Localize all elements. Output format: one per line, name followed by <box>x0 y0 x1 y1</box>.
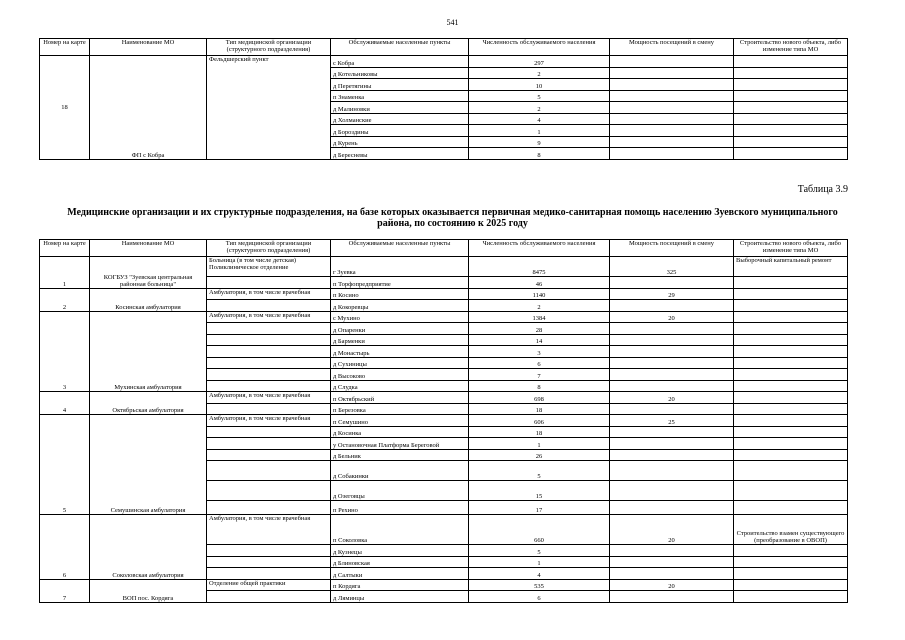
population-cell: 606 <box>469 415 610 427</box>
map-number: 1 <box>40 257 90 289</box>
settlement-cell: д Малиновки <box>331 102 469 114</box>
organization-type: Амбулатория, в том числе врачебная <box>207 515 331 545</box>
population-cell: 10 <box>469 79 610 91</box>
construction-cell <box>734 403 848 415</box>
organization-type: Амбулатория, в том числе врачебная <box>207 288 331 300</box>
construction-cell <box>734 461 848 481</box>
construction-cell <box>734 545 848 557</box>
construction-cell <box>734 323 848 335</box>
population-cell: 14 <box>469 334 610 346</box>
map-number: 18 <box>40 56 90 160</box>
organization-name: Мухинская амбулатория <box>90 311 207 392</box>
population-cell: 2 <box>469 102 610 114</box>
construction-cell <box>734 415 848 427</box>
construction-cell <box>734 438 848 450</box>
organization-type-empty <box>207 449 331 461</box>
construction-cell <box>734 568 848 580</box>
map-number: 7 <box>40 579 90 602</box>
construction-cell <box>734 56 848 68</box>
table-settlements-continued <box>39 38 848 160</box>
page-number: 541 <box>446 18 459 27</box>
capacity-cell <box>610 481 734 501</box>
population-cell: 1 <box>469 125 610 137</box>
construction-cell <box>734 300 848 312</box>
table-row <box>40 579 848 591</box>
settlement-cell: г Зуевка <box>331 257 469 277</box>
construction-cell <box>734 426 848 438</box>
settlement-cell: у Остановочная Платформа Береговой <box>331 438 469 450</box>
capacity-cell: 20 <box>610 392 734 404</box>
construction-cell <box>734 125 848 137</box>
table-row <box>40 288 848 300</box>
organization-type-empty <box>207 403 331 415</box>
header-settlements: Обслуживаемые населенные пункты <box>331 240 469 257</box>
settlement-cell: д Сухиницы <box>331 357 469 369</box>
organization-type-empty <box>207 277 331 289</box>
settlement-cell: д Кокоревцы <box>331 300 469 312</box>
construction-cell <box>734 334 848 346</box>
capacity-cell: 325 <box>610 257 734 277</box>
capacity-cell <box>610 438 734 450</box>
organization-type-empty <box>207 357 331 369</box>
organization-type: Амбулатория, в том числе врачебная <box>207 415 331 427</box>
construction-cell <box>734 346 848 358</box>
population-cell: 4 <box>469 568 610 580</box>
population-cell: 18 <box>469 403 610 415</box>
settlement-cell: п Рехино <box>331 501 469 515</box>
population-cell: 1384 <box>469 311 610 323</box>
organization-type-empty <box>207 591 331 603</box>
table-row <box>40 257 848 277</box>
settlement-cell: п Березовка <box>331 403 469 415</box>
capacity-cell <box>610 380 734 392</box>
header-num: Номер на карте <box>40 240 90 257</box>
settlement-cell: д Бельник <box>331 449 469 461</box>
construction-cell <box>734 556 848 568</box>
settlement-cell: д Холманские <box>331 113 469 125</box>
construction-cell <box>734 102 848 114</box>
settlement-cell: п Знаменка <box>331 90 469 102</box>
population-cell: 1 <box>469 438 610 450</box>
table-title: Медицинские организации и их структурные подразделения, на базе которых оказывается первичная медико-санитарная помощь населению Зуевского муниципального района, по состоянию к 2025 году <box>67 207 838 229</box>
population-cell: 5 <box>469 545 610 557</box>
construction-cell: Выборочный капитальный ремонт <box>734 257 848 277</box>
capacity-cell <box>610 556 734 568</box>
organization-type-empty <box>207 461 331 481</box>
organization-name: Соколовская амбулатория <box>90 515 207 580</box>
capacity-cell <box>610 461 734 481</box>
settlement-cell: д Высоково <box>331 369 469 381</box>
construction-cell <box>734 481 848 501</box>
capacity-cell: 20 <box>610 311 734 323</box>
construction-cell <box>734 277 848 289</box>
population-cell: 9 <box>469 136 610 148</box>
settlement-cell: д Бересневы <box>331 148 469 160</box>
construction-cell <box>734 288 848 300</box>
settlement-cell: п Кордяга <box>331 579 469 591</box>
settlement-cell: д Опаренки <box>331 323 469 335</box>
settlement-cell: д Блиновская <box>331 556 469 568</box>
capacity-cell <box>610 136 734 148</box>
construction-cell <box>734 136 848 148</box>
capacity-cell <box>610 277 734 289</box>
organization-type: Отделение общей практики <box>207 579 331 591</box>
population-cell: 4 <box>469 113 610 125</box>
header-name: Наименование МО <box>90 240 207 257</box>
settlement-cell: д Перетягины <box>331 79 469 91</box>
header-name: Наименование МО <box>90 39 207 56</box>
map-number: 3 <box>40 311 90 392</box>
table-row <box>40 515 848 545</box>
capacity-cell <box>610 90 734 102</box>
table-row <box>40 415 848 427</box>
capacity-cell <box>610 449 734 461</box>
header-capacity: Мощность посещений в смену <box>610 39 734 56</box>
population-cell: 6 <box>469 357 610 369</box>
settlement-cell: с Мухино <box>331 311 469 323</box>
organization-type: Амбулатория, в том числе врачебная <box>207 392 331 404</box>
organization-type-empty <box>207 300 331 312</box>
settlement-cell: д Котельниковы <box>331 67 469 79</box>
settlement-cell: д Бороздины <box>331 125 469 137</box>
construction-cell: Строительство взамен существующего (преобразование в ОВОП) <box>734 515 848 545</box>
organization-type-empty <box>207 334 331 346</box>
header-capacity: Мощность посещений в смену <box>610 240 734 257</box>
population-cell: 2 <box>469 300 610 312</box>
header-num: Номер на карте <box>40 39 90 56</box>
organization-type-empty <box>207 481 331 501</box>
organization-type: Амбулатория, в том числе врачебная <box>207 311 331 323</box>
organization-type-empty <box>207 346 331 358</box>
capacity-cell: 20 <box>610 579 734 591</box>
capacity-cell <box>610 501 734 515</box>
settlement-cell: д Собакинки <box>331 461 469 481</box>
construction-cell <box>734 380 848 392</box>
construction-cell <box>734 311 848 323</box>
construction-cell <box>734 79 848 91</box>
population-cell: 5 <box>469 461 610 481</box>
capacity-cell <box>610 56 734 68</box>
population-cell: 660 <box>469 515 610 545</box>
table-medical-organizations <box>39 239 848 603</box>
capacity-cell <box>610 568 734 580</box>
settlement-cell: п Октябрьский <box>331 392 469 404</box>
capacity-cell <box>610 300 734 312</box>
population-cell: 15 <box>469 481 610 501</box>
capacity-cell <box>610 79 734 91</box>
capacity-cell <box>610 125 734 137</box>
capacity-cell <box>610 346 734 358</box>
settlement-cell: д Кузнецы <box>331 545 469 557</box>
header-construction: Строительство нового объекта, либо изменение типа МО <box>734 39 848 56</box>
header-row <box>40 240 848 257</box>
organization-type-empty <box>207 369 331 381</box>
table-label: Таблица 3.9 <box>797 184 848 195</box>
construction-cell <box>734 579 848 591</box>
map-number: 4 <box>40 392 90 415</box>
population-cell: 8475 <box>469 257 610 277</box>
table-row <box>40 56 848 68</box>
organization-type-empty <box>207 568 331 580</box>
construction-cell <box>734 90 848 102</box>
capacity-cell <box>610 426 734 438</box>
population-cell: 7 <box>469 369 610 381</box>
organization-type-empty <box>207 501 331 515</box>
organization-name: Октябрьская амбулатория <box>90 392 207 415</box>
header-type: Тип медицинской организации (структурного подразделения) <box>207 240 331 257</box>
population-cell: 46 <box>469 277 610 289</box>
settlement-cell: п Торфопредприятие <box>331 277 469 289</box>
population-cell: 1140 <box>469 288 610 300</box>
map-number: 2 <box>40 288 90 311</box>
construction-cell <box>734 392 848 404</box>
organization-name: Косинская амбулатория <box>90 288 207 311</box>
organization-type-empty <box>207 323 331 335</box>
settlement-cell: д Барменки <box>331 334 469 346</box>
population-cell: 698 <box>469 392 610 404</box>
capacity-cell <box>610 113 734 125</box>
settlement-cell: п Семушино <box>331 415 469 427</box>
settlement-cell: с Кобра <box>331 56 469 68</box>
population-cell: 28 <box>469 323 610 335</box>
capacity-cell <box>610 148 734 160</box>
organization-type-empty <box>207 438 331 450</box>
settlement-cell: д Озеговцы <box>331 481 469 501</box>
population-cell: 3 <box>469 346 610 358</box>
population-cell: 5 <box>469 90 610 102</box>
settlement-cell: д Косинка <box>331 426 469 438</box>
table-row <box>40 311 848 323</box>
header-population: Численность обслуживаемого населения <box>469 39 610 56</box>
header-population: Численность обслуживаемого населения <box>469 240 610 257</box>
population-cell: 2 <box>469 67 610 79</box>
capacity-cell: 20 <box>610 515 734 545</box>
population-cell: 18 <box>469 426 610 438</box>
header-row <box>40 39 848 56</box>
organization-name: КОГБУЗ "Зуевская центральная районная больница" <box>90 257 207 289</box>
population-cell: 26 <box>469 449 610 461</box>
settlement-cell: д Слудка <box>331 380 469 392</box>
construction-cell <box>734 369 848 381</box>
population-cell: 6 <box>469 591 610 603</box>
header-type: Тип медицинской организации (структурного подразделения) <box>207 39 331 56</box>
population-cell: 1 <box>469 556 610 568</box>
construction-cell <box>734 501 848 515</box>
construction-cell <box>734 357 848 369</box>
capacity-cell: 29 <box>610 288 734 300</box>
organization-type-empty <box>207 380 331 392</box>
table-row <box>40 392 848 404</box>
header-construction: Строительство нового объекта, либо изменение типа МО <box>734 240 848 257</box>
capacity-cell: 25 <box>610 415 734 427</box>
construction-cell <box>734 148 848 160</box>
settlement-cell: д Салтыки <box>331 568 469 580</box>
settlement-cell: п Косино <box>331 288 469 300</box>
population-cell: 8 <box>469 380 610 392</box>
capacity-cell <box>610 67 734 79</box>
organization-name: ВОП пос. Кордяга <box>90 579 207 602</box>
capacity-cell <box>610 334 734 346</box>
construction-cell <box>734 67 848 79</box>
construction-cell <box>734 449 848 461</box>
capacity-cell <box>610 591 734 603</box>
header-settlements: Обслуживаемые населенные пункты <box>331 39 469 56</box>
settlement-cell: п Соколовка <box>331 515 469 545</box>
organization-type-empty <box>207 556 331 568</box>
population-cell: 297 <box>469 56 610 68</box>
capacity-cell <box>610 403 734 415</box>
map-number: 6 <box>40 515 90 580</box>
capacity-cell <box>610 545 734 557</box>
capacity-cell <box>610 357 734 369</box>
map-number: 5 <box>40 415 90 515</box>
capacity-cell <box>610 369 734 381</box>
settlement-cell: д Ляминцы <box>331 591 469 603</box>
capacity-cell <box>610 102 734 114</box>
settlement-cell: д Монастырь <box>331 346 469 358</box>
organization-type: Больница (в том числе детская) Поликлиническое отделение <box>207 257 331 277</box>
organization-name: Семушинская амбулатория <box>90 415 207 515</box>
organization-type-empty <box>207 426 331 438</box>
construction-cell <box>734 591 848 603</box>
organization-name: ФП с Кобра <box>90 56 207 160</box>
capacity-cell <box>610 323 734 335</box>
population-cell: 535 <box>469 579 610 591</box>
population-cell: 17 <box>469 501 610 515</box>
organization-type: Фельдшерский пункт <box>207 56 331 160</box>
population-cell: 8 <box>469 148 610 160</box>
organization-type-empty <box>207 545 331 557</box>
settlement-cell: д Курень <box>331 136 469 148</box>
construction-cell <box>734 113 848 125</box>
